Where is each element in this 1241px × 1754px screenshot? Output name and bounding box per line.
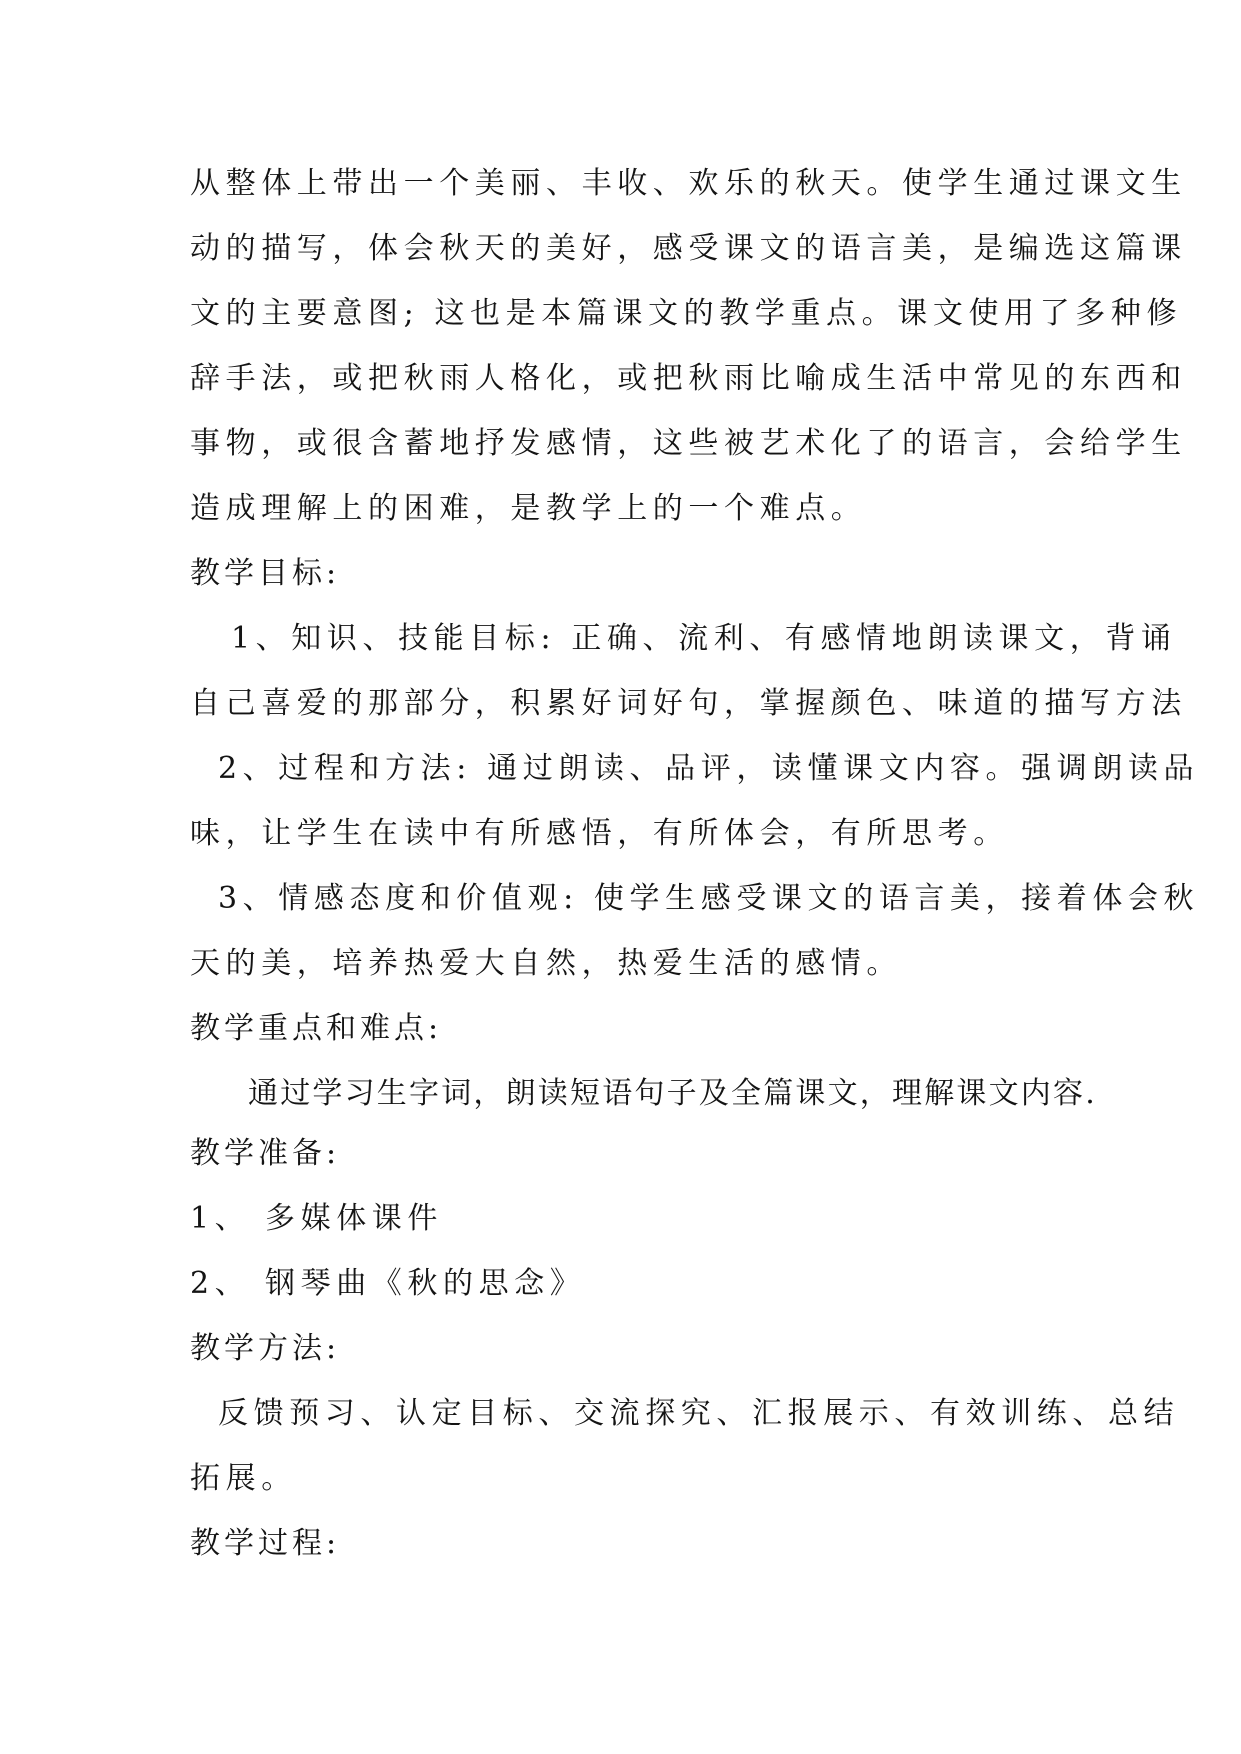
methods-heading: 教学方法: <box>190 1331 341 1366</box>
preparation-item-1 <box>0 1199 1241 1239</box>
methods-line-2: 拓展。 <box>190 1461 297 1496</box>
objective-line-4: 味，让学生在读中有所感悟，有所体会，有所思考。 <box>190 816 1009 851</box>
objective-line-1: 1、知识、技能目标: 正确、流利、有感情地朗读课文，背诵 <box>231 621 1177 656</box>
preparation-item-1-number: 1、 <box>190 1201 251 1236</box>
objectives-heading: 教学目标: <box>190 556 341 591</box>
preparation-item-1-text: 多媒体课件 <box>265 1201 443 1236</box>
intro-line-3: 文的主要意图; 这也是本篇课文的教学重点。课文使用了多种修 <box>190 296 1183 331</box>
methods-line-1: 反馈预习、认定目标、交流探究、汇报展示、有效训练、总结 <box>218 1396 1180 1431</box>
preparation-item-2 <box>0 1264 1241 1304</box>
objective-line-6: 天的美，培养热爱大自然，热爱生活的感情。 <box>190 946 902 981</box>
preparation-item-2-text: 钢琴曲《秋的思念》 <box>265 1266 586 1301</box>
objective-line-5: 3、情感态度和价值观: 使学生感受课文的语言美，接着体会秋 <box>218 881 1200 916</box>
intro-line-1: 从整体上带出一个美丽、丰收、欢乐的秋天。使学生通过课文生 <box>190 166 1187 201</box>
key-points-text: 通过学习生字词，朗读短语句子及全篇课文，理解课文内容. <box>248 1076 1097 1111</box>
key-points-heading: 教学重点和难点: <box>190 1011 443 1046</box>
intro-line-4: 辞手法，或把秋雨人格化，或把秋雨比喻成生活中常见的东西和 <box>190 361 1187 396</box>
intro-line-2: 动的描写，体会秋天的美好，感受课文的语言美，是编选这篇课 <box>190 231 1187 266</box>
objective-line-3: 2、过程和方法: 通过朗读、品评，读懂课文内容。强调朗读品 <box>218 751 1200 786</box>
objective-line-2: 自己喜爱的那部分，积累好词好句，掌握颜色、味道的描写方法 <box>190 686 1187 721</box>
process-heading: 教学过程: <box>190 1526 341 1561</box>
intro-line-5: 事物，或很含蓄地抒发感情，这些被艺术化了的语言，会给学生 <box>190 426 1187 461</box>
preparation-heading: 教学准备: <box>190 1136 341 1171</box>
preparation-item-2-number: 2、 <box>190 1266 251 1301</box>
intro-line-6: 造成理解上的困难，是教学上的一个难点。 <box>190 491 867 526</box>
